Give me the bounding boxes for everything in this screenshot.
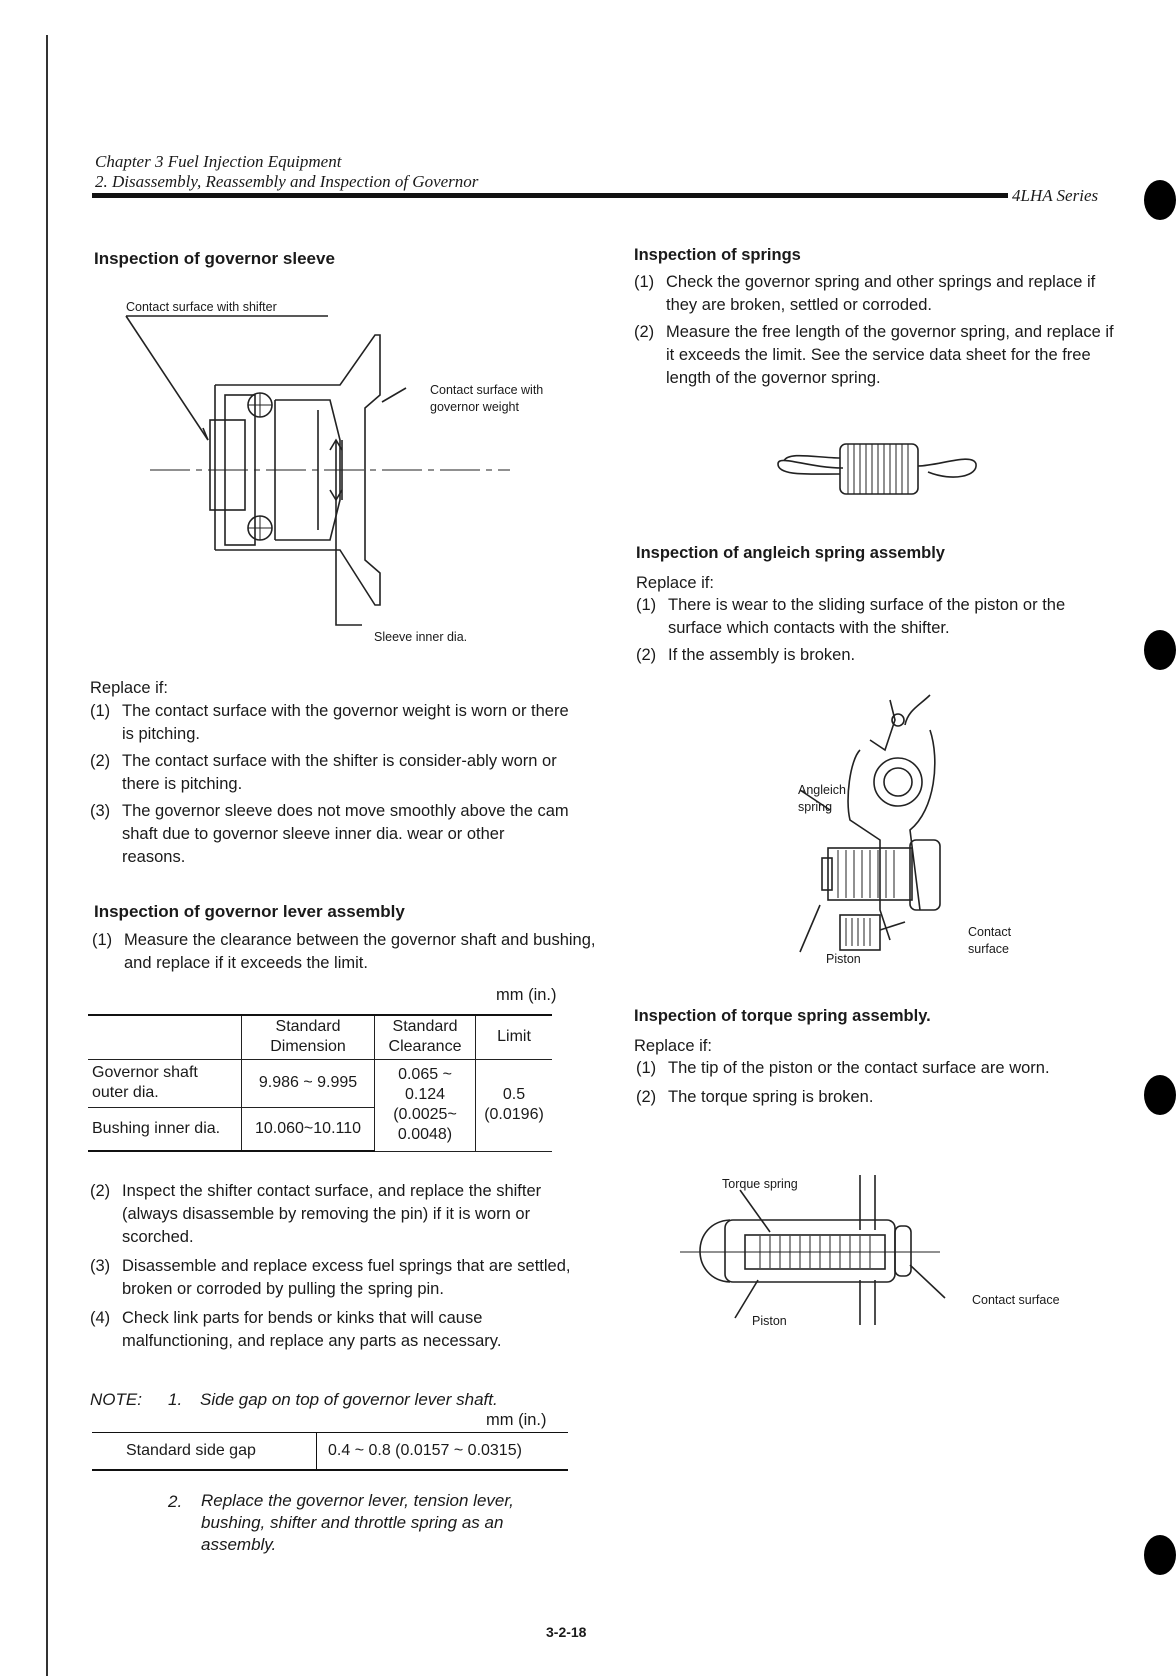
side-gap-table [92,1432,568,1471]
list-item: (1) The tip of the piston or the contact surface are worn. [636,1059,1050,1077]
sleeve-replace-if: Replace if: [90,679,168,697]
side-gap-divider [316,1433,317,1469]
note-unit: mm (in.) [486,1411,547,1429]
table-corner [88,1015,242,1059]
callout-shifter: Contact surface with shifter [126,300,277,314]
table-cell [375,1059,476,1151]
hole-punch [1144,1075,1176,1115]
list-item: (2) Measure the free length of the governor spring, and replace if it exceeds the limit. See the service data sheet for the free length of the governor spring. [634,323,1114,387]
note2-text: Replace the governor lever, tension lever, bushing, shifter and throttle spring as an assembly. [201,1491,514,1554]
list-item: (2) The torque spring is broken. [636,1088,874,1106]
hole-punch [1144,180,1176,220]
side-gap-label: Standard side gap [126,1442,256,1459]
list-item: (4) Check link parts for bends or kinks that will cause malfunctioning, and replace any parts as necessary. [90,1309,502,1350]
header-rule [92,193,1008,198]
callout-inner-dia: Sleeve inner dia. [374,630,468,644]
side-gap-value: 0.4 ~ 0.8 (0.0157 ~ 0.0315) [328,1442,522,1459]
row-label: Governor shaft outer dia. [88,1059,242,1107]
hole-punch [1144,1535,1176,1575]
table-cell [476,1059,553,1151]
clearance-line: 0.0048) [397,1126,453,1143]
list-item: (2) If the assembly is broken. [636,646,856,664]
clearance-line: 0.065 ~ [398,1066,452,1083]
list-item: (1) Check the governor spring and other springs and replace if they are broken, settled or corroded. [634,273,1096,314]
label-torque-contact: Contact surface [972,1293,1060,1307]
list-item: (2) The contact surface with the shifter is consider-ably worn or there is pitching. [90,752,557,793]
page-number: 3-2-18 [546,1624,587,1640]
lever-list [90,1180,572,1353]
angleich-list [636,594,1118,667]
governor-sleeve-diagram [100,290,600,650]
lever-section-title: Inspection of governor lever assembly [94,902,405,921]
list-item: (3) Disassemble and replace excess fuel springs that are settled, broken or corroded by pulling the spring pin. [90,1257,571,1298]
note2-num: 2. [168,1492,183,1511]
col-header: Standard Clearance [375,1015,476,1059]
clearance-table [88,1014,552,1152]
springs-list [634,271,1118,390]
list-item: (2) Inspect the shifter contact surface, and replace the shifter (always disassemble by removing the pin) if it is worn or scorched. [90,1182,542,1246]
row-label: Bushing inner dia. [88,1107,242,1151]
callout-weight-line1: Contact surface with [430,383,544,397]
list-item: (3) The governor sleeve does not move smoothly above the cam shaft due to governor sleeve inner dia. wear or other reasons. [90,802,569,866]
label-angleich-2: spring [798,800,833,814]
note1-num: 1. [168,1390,183,1409]
list-item: (1) There is wear to the sliding surface of the piston or the surface which contacts with the shifter. [636,596,1066,637]
label-contact-1: Contact [968,925,1012,939]
note1-text: Side gap on top of governor lever shaft. [200,1390,498,1409]
angleich-section-title: Inspection of angleich spring assembly [636,544,945,562]
left-margin-line [46,35,48,1676]
limit-line: 0.5 [502,1086,526,1103]
label-angleich-1: Angleich [798,783,846,797]
governor-spring-diagram [768,436,988,500]
callout-weight-line2: governor weight [430,400,519,414]
torque-spring-diagram [670,1170,980,1330]
torque-list [636,1057,1118,1109]
note-label: NOTE: [90,1390,142,1409]
label-torque-piston: Piston [752,1314,787,1328]
clearance-line: 0.124 [404,1086,446,1103]
springs-section-title: Inspection of springs [634,246,801,264]
list-item: (1) The contact surface with the governor weight is worn or there is pitching. [90,702,569,743]
col-header: Limit [476,1015,553,1059]
col-header: Standard Dimension [242,1015,375,1059]
sleeve-list [90,700,570,869]
lever-table-unit: mm (in.) [496,986,557,1004]
sleeve-section-title: Inspection of governor sleeve [94,249,335,268]
section-title: 2. Disassembly, Reassembly and Inspection of Governor [95,172,479,191]
hole-punch [1144,630,1176,670]
label-piston: Piston [826,952,861,966]
lever-item-1: (1) Measure the clearance between the governor shaft and bushing, and replace if it exceeds the limit. [92,931,596,972]
chapter-title: Chapter 3 Fuel Injection Equipment [95,152,342,171]
angleich-replace-if: Replace if: [636,574,714,592]
limit-line: (0.0196) [484,1106,544,1123]
clearance-line: (0.0025~ [393,1106,457,1123]
label-contact-2: surface [968,942,1009,956]
series-label: 4LHA Series [1012,186,1099,205]
table-cell: 10.060~10.110 [242,1107,375,1151]
torque-section-title: Inspection of torque spring assembly. [634,1007,931,1025]
torque-replace-if: Replace if: [634,1037,712,1055]
table-cell: 9.986 ~ 9.995 [242,1059,375,1107]
label-torque-spring: Torque spring [722,1177,798,1191]
